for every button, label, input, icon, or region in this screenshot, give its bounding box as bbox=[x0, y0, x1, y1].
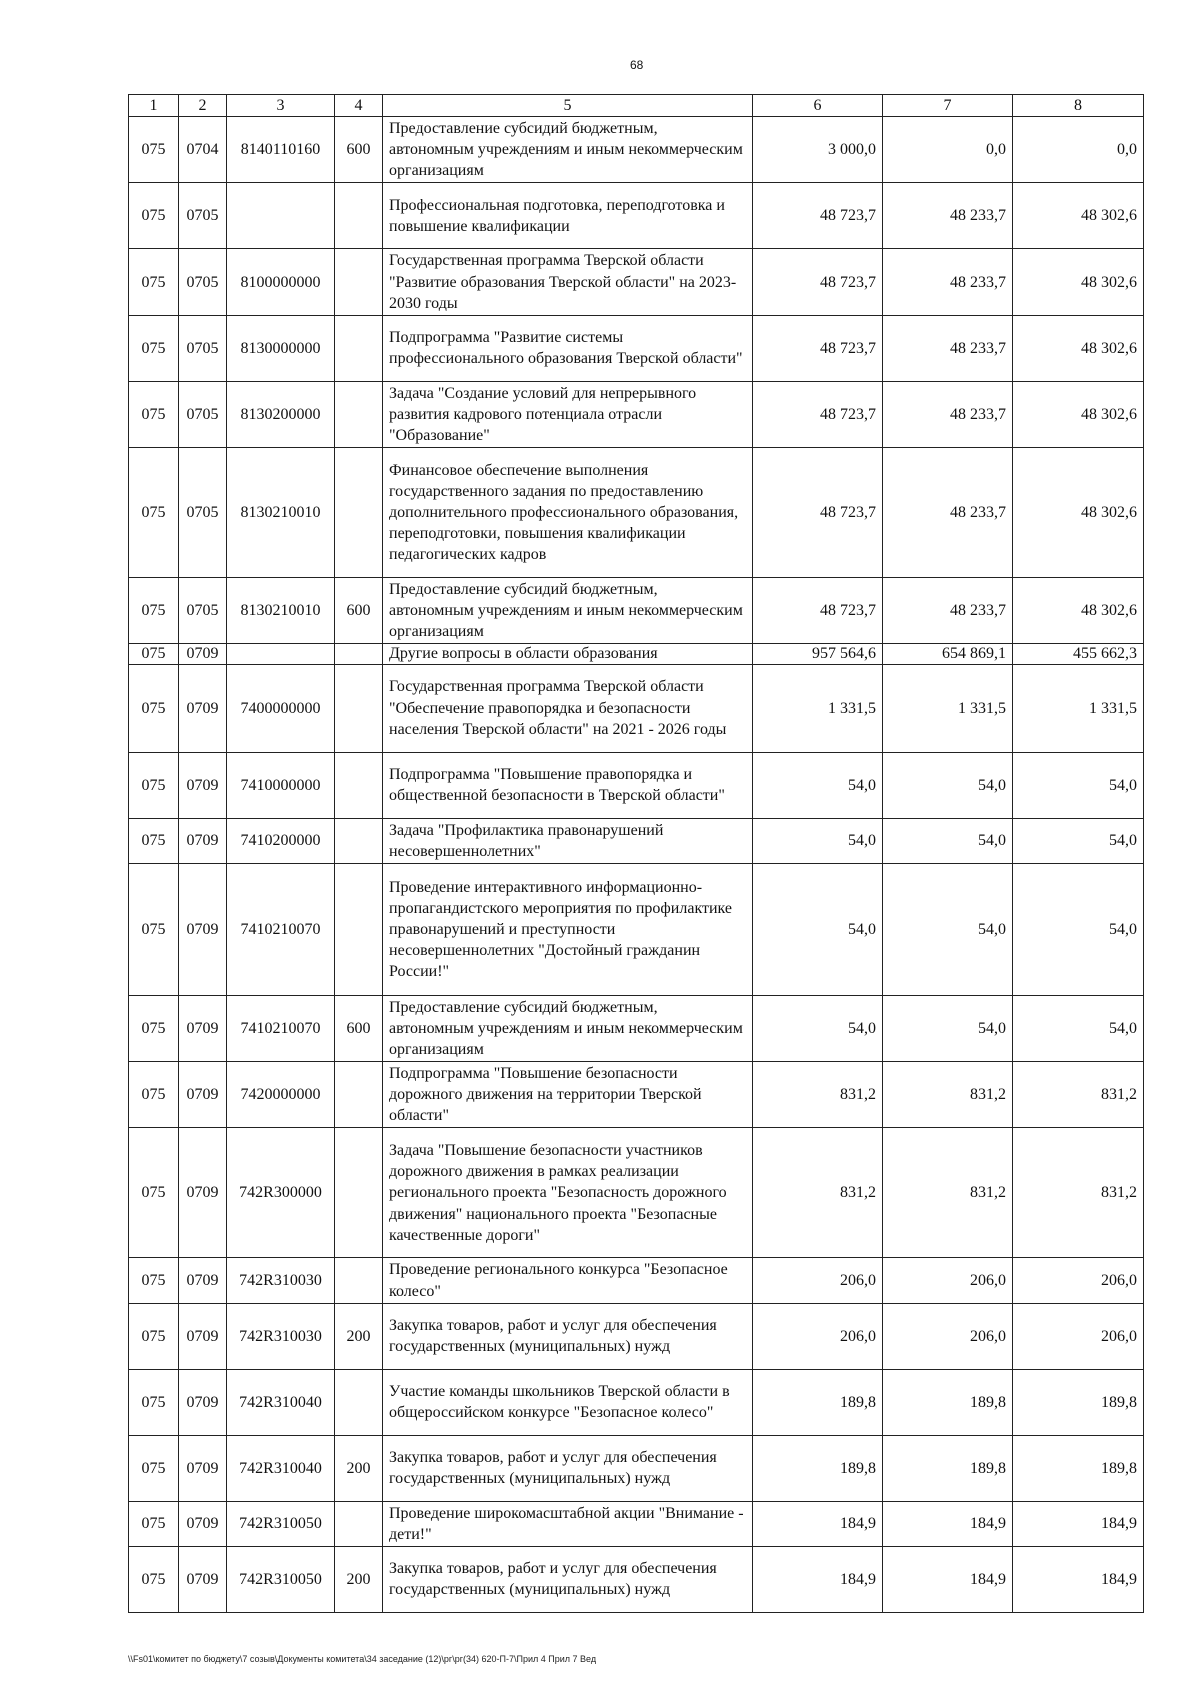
table-row bbox=[129, 1501, 1144, 1546]
section-code-cell: 0709 bbox=[179, 1303, 227, 1369]
table-row bbox=[129, 315, 1144, 381]
table-row bbox=[129, 818, 1144, 863]
amount-col6-cell: 48 723,7 bbox=[753, 381, 883, 447]
amount-col6-cell: 48 723,7 bbox=[753, 315, 883, 381]
target-article-cell: 742R310030 bbox=[227, 1258, 335, 1303]
amount-col8-cell: 1 331,5 bbox=[1013, 664, 1144, 752]
admin-code-cell: 075 bbox=[129, 1128, 179, 1258]
section-code-cell: 0709 bbox=[179, 752, 227, 818]
target-article-cell: 742R310050 bbox=[227, 1546, 335, 1612]
amount-col8-cell: 48 302,6 bbox=[1013, 315, 1144, 381]
target-article-cell: 8140110160 bbox=[227, 117, 335, 183]
amount-col7-cell: 1 331,5 bbox=[883, 664, 1013, 752]
table-row bbox=[129, 644, 1144, 664]
admin-code-cell: 075 bbox=[129, 995, 179, 1061]
description-cell: Проведение регионального конкурса "Безопасное колесо" bbox=[383, 1258, 753, 1303]
target-article-cell: 7400000000 bbox=[227, 664, 335, 752]
target-article-cell: 7410210070 bbox=[227, 995, 335, 1061]
target-article-cell bbox=[227, 183, 335, 249]
description-cell: Подпрограмма "Повышение правопорядка и общественной безопасности в Тверской области" bbox=[383, 752, 753, 818]
amount-col8-cell: 54,0 bbox=[1013, 752, 1144, 818]
expense-type-cell bbox=[335, 315, 383, 381]
table-row bbox=[129, 117, 1144, 183]
section-code-cell: 0709 bbox=[179, 1501, 227, 1546]
admin-code-cell: 075 bbox=[129, 1062, 179, 1128]
amount-col7-cell: 184,9 bbox=[883, 1546, 1013, 1612]
expense-type-cell: 600 bbox=[335, 578, 383, 644]
expense-type-cell: 200 bbox=[335, 1303, 383, 1369]
amount-col7-cell: 189,8 bbox=[883, 1435, 1013, 1501]
description-cell: Предоставление субсидий бюджетным, автономным учреждениям и иным некоммерческим организациям bbox=[383, 117, 753, 183]
amount-col6-cell: 48 723,7 bbox=[753, 448, 883, 578]
amount-col7-cell: 48 233,7 bbox=[883, 183, 1013, 249]
table-row bbox=[129, 1546, 1144, 1612]
table-row bbox=[129, 664, 1144, 752]
target-article-cell: 7420000000 bbox=[227, 1062, 335, 1128]
amount-col8-cell: 48 302,6 bbox=[1013, 249, 1144, 315]
section-code-cell: 0709 bbox=[179, 1062, 227, 1128]
admin-code-cell: 075 bbox=[129, 818, 179, 863]
column-header: 5 bbox=[383, 95, 753, 117]
description-cell: Другие вопросы в области образования bbox=[383, 644, 753, 664]
column-header: 1 bbox=[129, 95, 179, 117]
amount-col8-cell: 54,0 bbox=[1013, 863, 1144, 995]
column-header: 2 bbox=[179, 95, 227, 117]
description-cell: Закупка товаров, работ и услуг для обеспечения государственных (муниципальных) нужд bbox=[383, 1435, 753, 1501]
amount-col7-cell: 48 233,7 bbox=[883, 448, 1013, 578]
description-cell: Закупка товаров, работ и услуг для обеспечения государственных (муниципальных) нужд bbox=[383, 1303, 753, 1369]
expense-type-cell: 200 bbox=[335, 1435, 383, 1501]
admin-code-cell: 075 bbox=[129, 117, 179, 183]
amount-col7-cell: 48 233,7 bbox=[883, 315, 1013, 381]
description-cell: Предоставление субсидий бюджетным, автономным учреждениям и иным некоммерческим организациям bbox=[383, 578, 753, 644]
description-cell: Государственная программа Тверской области "Обеспечение правопорядка и безопасности населения Тверской области" на 2021 - 2026 годы bbox=[383, 664, 753, 752]
table-row bbox=[129, 1062, 1144, 1128]
description-cell: Задача "Повышение безопасности участников дорожного движения в рамках реализации регионального проекта "Безопасность дорожного движения" национального проекта "Безопасные качественные дороги" bbox=[383, 1128, 753, 1258]
amount-col8-cell: 54,0 bbox=[1013, 818, 1144, 863]
section-code-cell: 0705 bbox=[179, 578, 227, 644]
target-article-cell bbox=[227, 644, 335, 664]
amount-col8-cell: 831,2 bbox=[1013, 1128, 1144, 1258]
amount-col8-cell: 0,0 bbox=[1013, 117, 1144, 183]
table-row bbox=[129, 381, 1144, 447]
description-cell: Финансовое обеспечение выполнения государственного задания по предоставлению дополнительного профессионального образования, переподготовки, повышения квалификации педагогических кадров bbox=[383, 448, 753, 578]
amount-col6-cell: 54,0 bbox=[753, 818, 883, 863]
amount-col7-cell: 48 233,7 bbox=[883, 249, 1013, 315]
description-cell: Проведение интерактивного информационно-пропагандистского мероприятия по профилактике правонарушений и преступности несовершеннолетних "Достойный гражданин России!" bbox=[383, 863, 753, 995]
amount-col6-cell: 1 331,5 bbox=[753, 664, 883, 752]
admin-code-cell: 075 bbox=[129, 578, 179, 644]
section-code-cell: 0705 bbox=[179, 381, 227, 447]
amount-col6-cell: 48 723,7 bbox=[753, 249, 883, 315]
target-article-cell: 742R310050 bbox=[227, 1501, 335, 1546]
table-row bbox=[129, 249, 1144, 315]
admin-code-cell: 075 bbox=[129, 863, 179, 995]
amount-col6-cell: 957 564,6 bbox=[753, 644, 883, 664]
admin-code-cell: 075 bbox=[129, 183, 179, 249]
amount-col8-cell: 184,9 bbox=[1013, 1546, 1144, 1612]
table-row bbox=[129, 448, 1144, 578]
expense-type-cell bbox=[335, 381, 383, 447]
expense-type-cell bbox=[335, 1062, 383, 1128]
amount-col7-cell: 48 233,7 bbox=[883, 381, 1013, 447]
table-row bbox=[129, 1303, 1144, 1369]
amount-col8-cell: 48 302,6 bbox=[1013, 381, 1144, 447]
amount-col7-cell: 184,9 bbox=[883, 1501, 1013, 1546]
description-cell: Профессиональная подготовка, переподготовка и повышение квалификации bbox=[383, 183, 753, 249]
table-row bbox=[129, 578, 1144, 644]
amount-col6-cell: 206,0 bbox=[753, 1303, 883, 1369]
amount-col7-cell: 54,0 bbox=[883, 818, 1013, 863]
admin-code-cell: 075 bbox=[129, 1303, 179, 1369]
amount-col6-cell: 831,2 bbox=[753, 1128, 883, 1258]
expense-type-cell: 200 bbox=[335, 1546, 383, 1612]
table-row bbox=[129, 1435, 1144, 1501]
amount-col7-cell: 189,8 bbox=[883, 1369, 1013, 1435]
expense-type-cell bbox=[335, 448, 383, 578]
target-article-cell: 742R310030 bbox=[227, 1303, 335, 1369]
table-row bbox=[129, 1128, 1144, 1258]
section-code-cell: 0704 bbox=[179, 117, 227, 183]
amount-col6-cell: 54,0 bbox=[753, 863, 883, 995]
amount-col6-cell: 48 723,7 bbox=[753, 183, 883, 249]
amount-col8-cell: 455 662,3 bbox=[1013, 644, 1144, 664]
expense-type-cell bbox=[335, 664, 383, 752]
description-cell: Участие команды школьников Тверской области в общероссийском конкурсе "Безопасное колесо" bbox=[383, 1369, 753, 1435]
expense-type-cell bbox=[335, 1501, 383, 1546]
amount-col6-cell: 189,8 bbox=[753, 1435, 883, 1501]
section-code-cell: 0709 bbox=[179, 1128, 227, 1258]
description-cell: Задача "Создание условий для непрерывного развития кадрового потенциала отрасли "Образование" bbox=[383, 381, 753, 447]
amount-col8-cell: 831,2 bbox=[1013, 1062, 1144, 1128]
amount-col7-cell: 54,0 bbox=[883, 863, 1013, 995]
expense-type-cell bbox=[335, 183, 383, 249]
column-header: 3 bbox=[227, 95, 335, 117]
expense-type-cell bbox=[335, 1258, 383, 1303]
target-article-cell: 742R310040 bbox=[227, 1369, 335, 1435]
description-cell: Подпрограмма "Повышение безопасности дорожного движения на территории Тверской области" bbox=[383, 1062, 753, 1128]
admin-code-cell: 075 bbox=[129, 1369, 179, 1435]
amount-col7-cell: 831,2 bbox=[883, 1062, 1013, 1128]
admin-code-cell: 075 bbox=[129, 752, 179, 818]
expense-type-cell bbox=[335, 818, 383, 863]
column-header: 7 bbox=[883, 95, 1013, 117]
section-code-cell: 0709 bbox=[179, 863, 227, 995]
amount-col6-cell: 184,9 bbox=[753, 1501, 883, 1546]
amount-col7-cell: 654 869,1 bbox=[883, 644, 1013, 664]
target-article-cell: 8130210010 bbox=[227, 578, 335, 644]
amount-col8-cell: 48 302,6 bbox=[1013, 183, 1144, 249]
amount-col8-cell: 206,0 bbox=[1013, 1303, 1144, 1369]
amount-col7-cell: 831,2 bbox=[883, 1128, 1013, 1258]
amount-col7-cell: 206,0 bbox=[883, 1303, 1013, 1369]
amount-col6-cell: 206,0 bbox=[753, 1258, 883, 1303]
expense-type-cell bbox=[335, 1128, 383, 1258]
admin-code-cell: 075 bbox=[129, 1435, 179, 1501]
amount-col7-cell: 206,0 bbox=[883, 1258, 1013, 1303]
header-row bbox=[129, 95, 1144, 117]
amount-col6-cell: 54,0 bbox=[753, 752, 883, 818]
amount-col6-cell: 189,8 bbox=[753, 1369, 883, 1435]
admin-code-cell: 075 bbox=[129, 664, 179, 752]
target-article-cell: 8130000000 bbox=[227, 315, 335, 381]
admin-code-cell: 075 bbox=[129, 315, 179, 381]
description-cell: Задача "Профилактика правонарушений несовершеннолетних" bbox=[383, 818, 753, 863]
column-header: 6 bbox=[753, 95, 883, 117]
budget-table bbox=[128, 94, 1144, 1613]
expense-type-cell: 600 bbox=[335, 995, 383, 1061]
description-cell: Проведение широкомасштабной акции "Внимание - дети!" bbox=[383, 1501, 753, 1546]
amount-col8-cell: 184,9 bbox=[1013, 1501, 1144, 1546]
section-code-cell: 0705 bbox=[179, 183, 227, 249]
amount-col6-cell: 54,0 bbox=[753, 995, 883, 1061]
description-cell: Подпрограмма "Развитие системы профессионального образования Тверской области" bbox=[383, 315, 753, 381]
description-cell: Государственная программа Тверской области "Развитие образования Тверской области" на 2023-2030 годы bbox=[383, 249, 753, 315]
amount-col8-cell: 48 302,6 bbox=[1013, 578, 1144, 644]
table-row bbox=[129, 863, 1144, 995]
amount-col8-cell: 54,0 bbox=[1013, 995, 1144, 1061]
amount-col7-cell: 54,0 bbox=[883, 752, 1013, 818]
table-row bbox=[129, 752, 1144, 818]
description-cell: Закупка товаров, работ и услуг для обеспечения государственных (муниципальных) нужд bbox=[383, 1546, 753, 1612]
column-header: 8 bbox=[1013, 95, 1144, 117]
section-code-cell: 0709 bbox=[179, 1435, 227, 1501]
amount-col6-cell: 3 000,0 bbox=[753, 117, 883, 183]
column-header: 4 bbox=[335, 95, 383, 117]
amount-col6-cell: 831,2 bbox=[753, 1062, 883, 1128]
section-code-cell: 0705 bbox=[179, 249, 227, 315]
table-row bbox=[129, 1369, 1144, 1435]
amount-col6-cell: 184,9 bbox=[753, 1546, 883, 1612]
amount-col8-cell: 189,8 bbox=[1013, 1369, 1144, 1435]
page-number: 68 bbox=[630, 58, 644, 72]
amount-col8-cell: 189,8 bbox=[1013, 1435, 1144, 1501]
admin-code-cell: 075 bbox=[129, 644, 179, 664]
expense-type-cell bbox=[335, 644, 383, 664]
target-article-cell: 7410000000 bbox=[227, 752, 335, 818]
section-code-cell: 0709 bbox=[179, 664, 227, 752]
admin-code-cell: 075 bbox=[129, 249, 179, 315]
admin-code-cell: 075 bbox=[129, 448, 179, 578]
table-row bbox=[129, 995, 1144, 1061]
target-article-cell: 7410210070 bbox=[227, 863, 335, 995]
admin-code-cell: 075 bbox=[129, 1258, 179, 1303]
section-code-cell: 0709 bbox=[179, 1369, 227, 1435]
expense-type-cell bbox=[335, 752, 383, 818]
section-code-cell: 0709 bbox=[179, 1258, 227, 1303]
table-row bbox=[129, 183, 1144, 249]
target-article-cell: 8130210010 bbox=[227, 448, 335, 578]
amount-col7-cell: 48 233,7 bbox=[883, 578, 1013, 644]
target-article-cell: 8100000000 bbox=[227, 249, 335, 315]
section-code-cell: 0709 bbox=[179, 995, 227, 1061]
expense-type-cell bbox=[335, 1369, 383, 1435]
expense-type-cell bbox=[335, 249, 383, 315]
admin-code-cell: 075 bbox=[129, 381, 179, 447]
amount-col7-cell: 0,0 bbox=[883, 117, 1013, 183]
expense-type-cell bbox=[335, 863, 383, 995]
table-row bbox=[129, 1258, 1144, 1303]
section-code-cell: 0705 bbox=[179, 315, 227, 381]
amount-col7-cell: 54,0 bbox=[883, 995, 1013, 1061]
admin-code-cell: 075 bbox=[129, 1501, 179, 1546]
amount-col8-cell: 206,0 bbox=[1013, 1258, 1144, 1303]
section-code-cell: 0709 bbox=[179, 1546, 227, 1612]
target-article-cell: 742R310040 bbox=[227, 1435, 335, 1501]
description-cell: Предоставление субсидий бюджетным, автономным учреждениям и иным некоммерческим организациям bbox=[383, 995, 753, 1061]
section-code-cell: 0705 bbox=[179, 448, 227, 578]
admin-code-cell: 075 bbox=[129, 1546, 179, 1612]
target-article-cell: 742R300000 bbox=[227, 1128, 335, 1258]
amount-col8-cell: 48 302,6 bbox=[1013, 448, 1144, 578]
expense-type-cell: 600 bbox=[335, 117, 383, 183]
target-article-cell: 7410200000 bbox=[227, 818, 335, 863]
section-code-cell: 0709 bbox=[179, 818, 227, 863]
target-article-cell: 8130200000 bbox=[227, 381, 335, 447]
amount-col6-cell: 48 723,7 bbox=[753, 578, 883, 644]
footer-file-path: \\Fs01\комитет по бюджету\7 созыв\Документы комитета\34 заседание (12)\рг\рг(34) 620-П-7\Прил 4 Прил 7 Вед bbox=[128, 1654, 597, 1664]
section-code-cell: 0709 bbox=[179, 644, 227, 664]
